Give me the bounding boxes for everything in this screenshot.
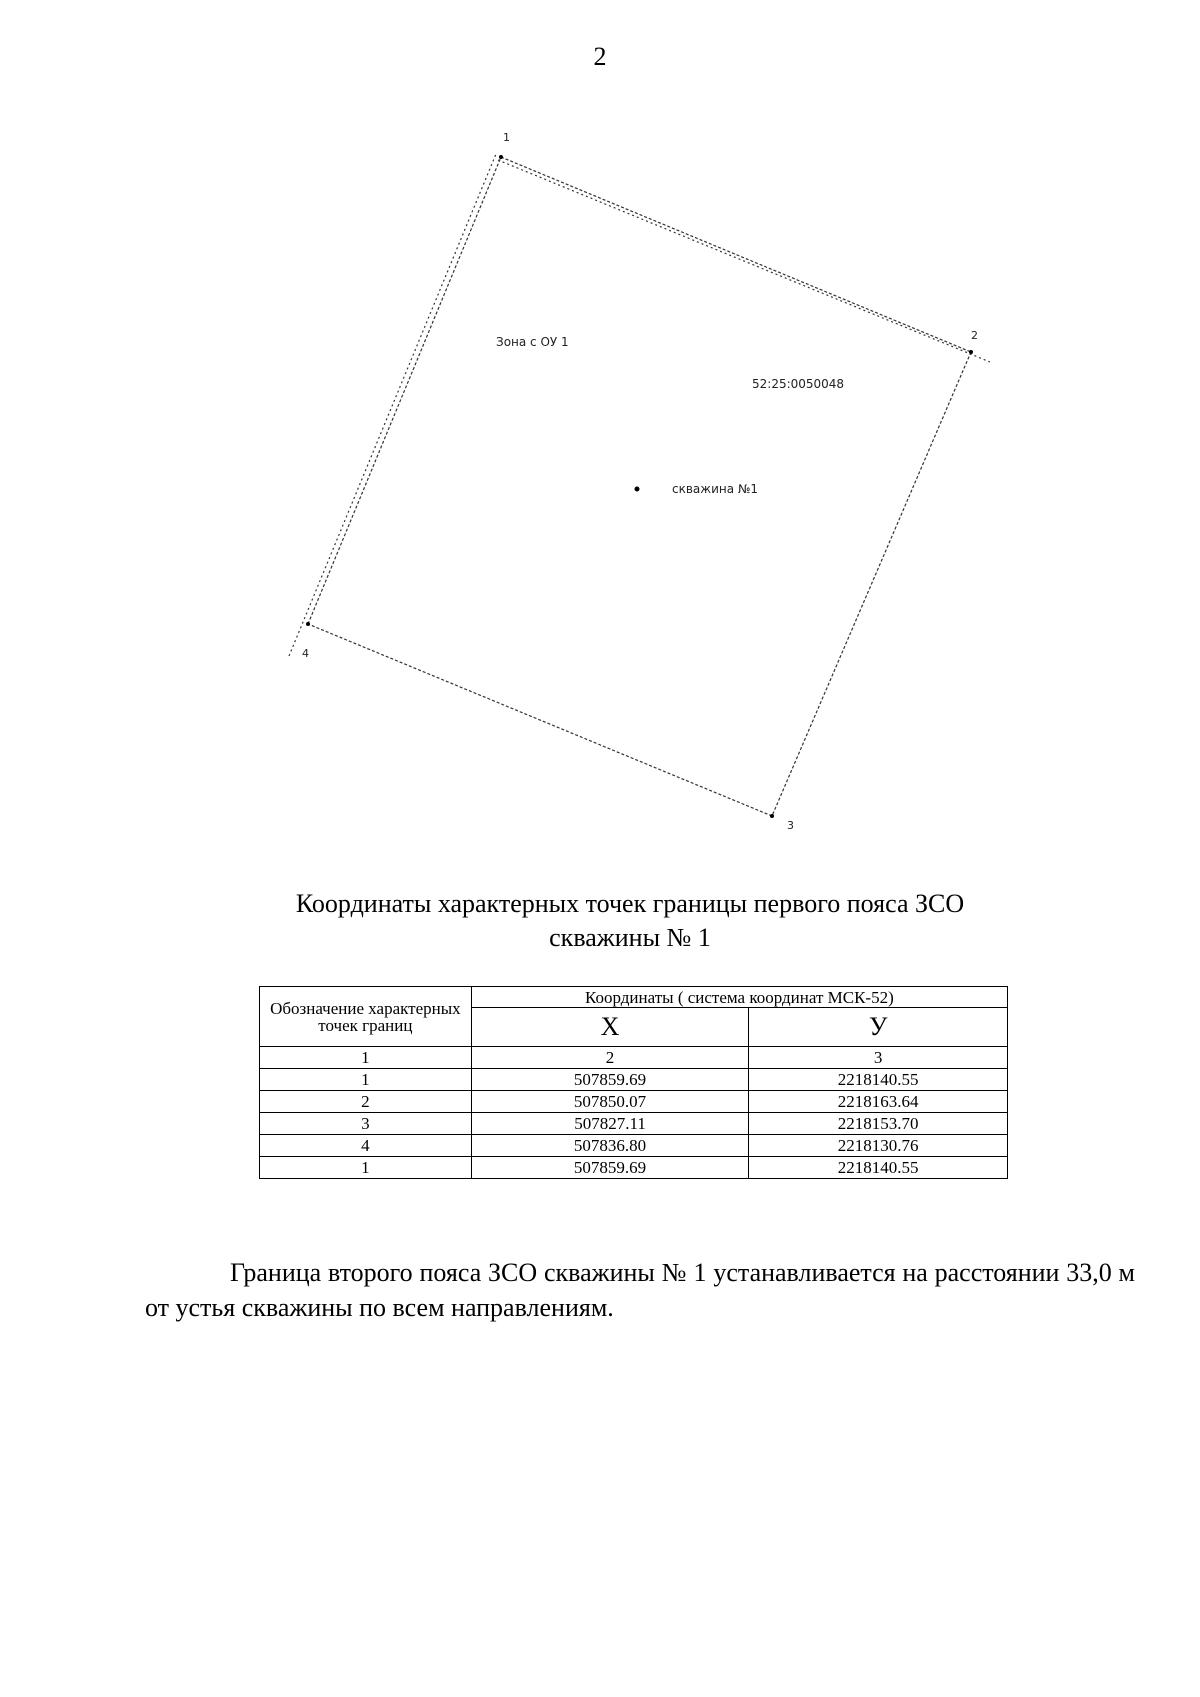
boundary-edge-1-2 [501, 157, 971, 352]
column-number: 3 [749, 1047, 1008, 1069]
table-row [260, 1091, 1008, 1113]
row-point: 1 [260, 1157, 472, 1179]
table-row [260, 1069, 1008, 1091]
boundary-edge-1-2-outer [498, 160, 990, 362]
row-y: 2218140.55 [749, 1157, 1008, 1179]
row-x: 507850.07 [471, 1091, 749, 1113]
row-x: 507859.69 [471, 1157, 749, 1179]
boundary-polygon [289, 154, 990, 816]
boundary-edge-3-4 [308, 624, 772, 816]
point-label-4: 4 [302, 647, 309, 660]
row-x: 507836.80 [471, 1135, 749, 1157]
point-label-2: 2 [971, 329, 978, 342]
point-marker-3 [770, 814, 774, 818]
row-y: 2218163.64 [749, 1091, 1008, 1113]
point-marker-4 [306, 622, 310, 626]
row-x: 507827.11 [471, 1113, 749, 1135]
table-row [260, 1157, 1008, 1179]
table-row [260, 1135, 1008, 1157]
well-marker [635, 487, 640, 492]
row-y: 2218140.55 [749, 1069, 1008, 1091]
boundary-edge-2-3 [772, 352, 971, 816]
point-label-1: 1 [503, 131, 510, 144]
page-number: 2 [593, 42, 607, 71]
header-x: X [471, 1008, 749, 1047]
row-point: 4 [260, 1135, 472, 1157]
cadastral-number: 52:25:0050048 [752, 377, 845, 391]
row-point: 2 [260, 1091, 472, 1113]
coordinates-heading [200, 887, 1060, 955]
boundary-edge-4-1-outer [289, 154, 496, 656]
well-label: скважина №1 [672, 482, 759, 496]
heading-line-1: Координаты характерных точек границы первого пояса ЗСО [295, 889, 965, 918]
row-y: 2218153.70 [749, 1113, 1008, 1135]
row-point: 3 [260, 1113, 472, 1135]
point-marker-2 [969, 350, 973, 354]
boundary-edge-4-1 [308, 157, 501, 624]
header-coordinates: Координаты ( система координат МСК-52) [471, 987, 1007, 1008]
point-marker-1 [499, 155, 503, 159]
second-belt-paragraph: Граница второго пояса ЗСО скважины № 1 устанавливается на расстоянии 33,0 м от устья скважины по всем направлениям. [145, 1258, 1135, 1322]
row-point: 1 [260, 1069, 472, 1091]
table-row [260, 1113, 1008, 1135]
zone-label: Зона с ОУ 1 [496, 335, 569, 349]
column-number: 2 [471, 1047, 749, 1069]
table-column-numbers-row [260, 1047, 1008, 1069]
header-designation: Обозначение характерных точек границ [260, 987, 472, 1047]
point-label-3: 3 [787, 819, 794, 832]
column-number: 1 [260, 1047, 472, 1069]
header-y: У [749, 1008, 1008, 1047]
row-y: 2218130.76 [749, 1135, 1008, 1157]
coordinates-table [259, 986, 1008, 1179]
heading-line-2: скважины № 1 [549, 923, 711, 952]
table-header-row [260, 987, 1008, 1008]
row-x: 507859.69 [471, 1069, 749, 1091]
